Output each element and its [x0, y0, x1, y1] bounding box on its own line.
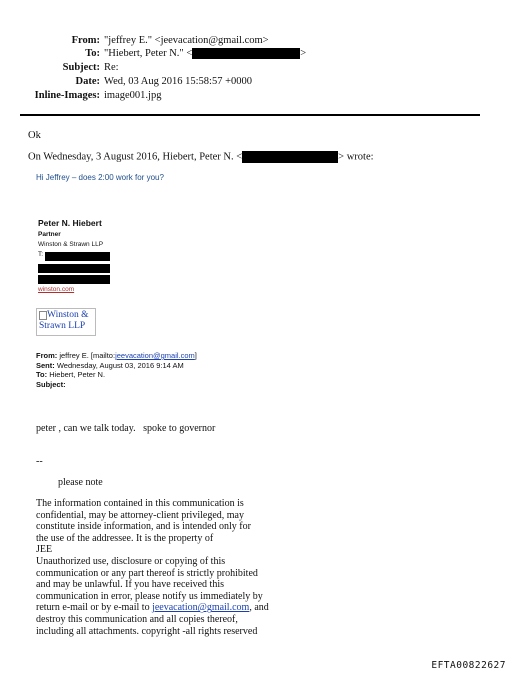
from-label: From: [71, 35, 100, 46]
inline-images-label: Inline-Images: [34, 90, 100, 101]
disclaimer-email-link[interactable]: jeevacation@gmail.com [152, 602, 250, 614]
disclaimer-line: the use of the addressee. It is the property of [36, 532, 214, 544]
date-label: Date: [75, 76, 100, 87]
original-from [36, 351, 197, 361]
original-to-value: Hiebert, Peter N. [47, 370, 106, 379]
quote-suffix: > wrote: [338, 151, 374, 163]
signature-phone [38, 251, 43, 258]
broken-image-icon [39, 311, 47, 320]
original-header [36, 351, 197, 389]
original-from-email-link[interactable]: jeevacation@gmail.com [115, 351, 195, 360]
redaction-block [45, 252, 110, 261]
disclaimer-line: confidential, may be attorney-client privileged, may [36, 509, 244, 521]
to-label: To: [85, 48, 100, 59]
subject-value: Re: [104, 62, 119, 73]
firm-logo [36, 308, 96, 336]
header-divider [20, 114, 480, 116]
signature-dashes: -- [36, 456, 43, 467]
disclaimer-email-suffix: , and [249, 602, 269, 614]
from-value: "jeffrey E." <jeevacation@gmail.com> [104, 35, 269, 46]
original-to-label: To: [36, 370, 48, 379]
disclaimer-email-prefix: return e-mail or by e-mail to [36, 602, 153, 614]
quote-prefix: On Wednesday, 3 August 2016, Hiebert, Peter N. < [28, 151, 243, 163]
original-from-prefix: jeffrey E. [mailto: [57, 351, 116, 360]
subject-label: Subject: [62, 62, 100, 73]
please-note: please note [58, 477, 103, 488]
disclaimer-line: including all attachments. copyright -all rights reserved [36, 625, 258, 637]
original-message: peter , can we talk today. spoke to governor [36, 423, 216, 434]
disclaimer-line: JEE [36, 544, 53, 556]
quote-attribution [28, 151, 374, 163]
inline-images-value: image001.jpg [104, 90, 162, 101]
original-sent-label: Sent: [36, 360, 55, 370]
original-from-label: From: [36, 351, 58, 360]
reply-text: Ok [28, 130, 41, 141]
original-to [36, 370, 197, 380]
logo-alt-text: Winston & Strawn LLP [39, 310, 89, 331]
to-value-prefix: "Hiebert, Peter N." < [104, 48, 193, 59]
redaction-block [192, 48, 300, 59]
signature-firm: Winston & Strawn LLP [38, 241, 104, 248]
redaction-block [38, 275, 110, 284]
disclaimer [36, 498, 269, 637]
disclaimer-line: constitute inside information, and is intended only for [36, 521, 251, 533]
winston-link[interactable]: winston.com [38, 286, 75, 293]
phone-prefix: T: [38, 251, 44, 258]
disclaimer-line: Unauthorized use, disclosure or copying of this [36, 555, 226, 567]
quoted-greeting: Hi Jeffrey – does 2:00 work for you? [36, 173, 164, 182]
original-from-suffix: ] [194, 351, 197, 360]
redaction-block [242, 151, 338, 163]
original-subject [36, 380, 197, 390]
original-sent-value: Wednesday, August 03, 2016 9:14 AM [54, 360, 184, 370]
disclaimer-line: The information contained in this communication is [36, 498, 244, 509]
redaction-block [38, 264, 110, 273]
signature-name: Peter N. Hiebert [38, 218, 102, 228]
date-value: Wed, 03 Aug 2016 15:58:57 +0000 [104, 76, 252, 87]
disclaimer-line: communication or any part thereof is strictly prohibited [36, 567, 258, 579]
disclaimer-line [36, 602, 269, 614]
to-value-suffix: > [300, 48, 307, 59]
signature-title: Partner [38, 231, 61, 238]
document-id: EFTA00822627 [431, 660, 506, 671]
to-value [104, 47, 306, 60]
original-sent [36, 361, 197, 371]
disclaimer-line: communication in error, please notify us immediately by [36, 590, 263, 602]
original-subject-label: Subject: [36, 379, 66, 389]
disclaimer-line: and may be unlawful. If you have received this [36, 579, 224, 591]
disclaimer-line: destroy this communication and all copies thereof, [36, 613, 238, 625]
